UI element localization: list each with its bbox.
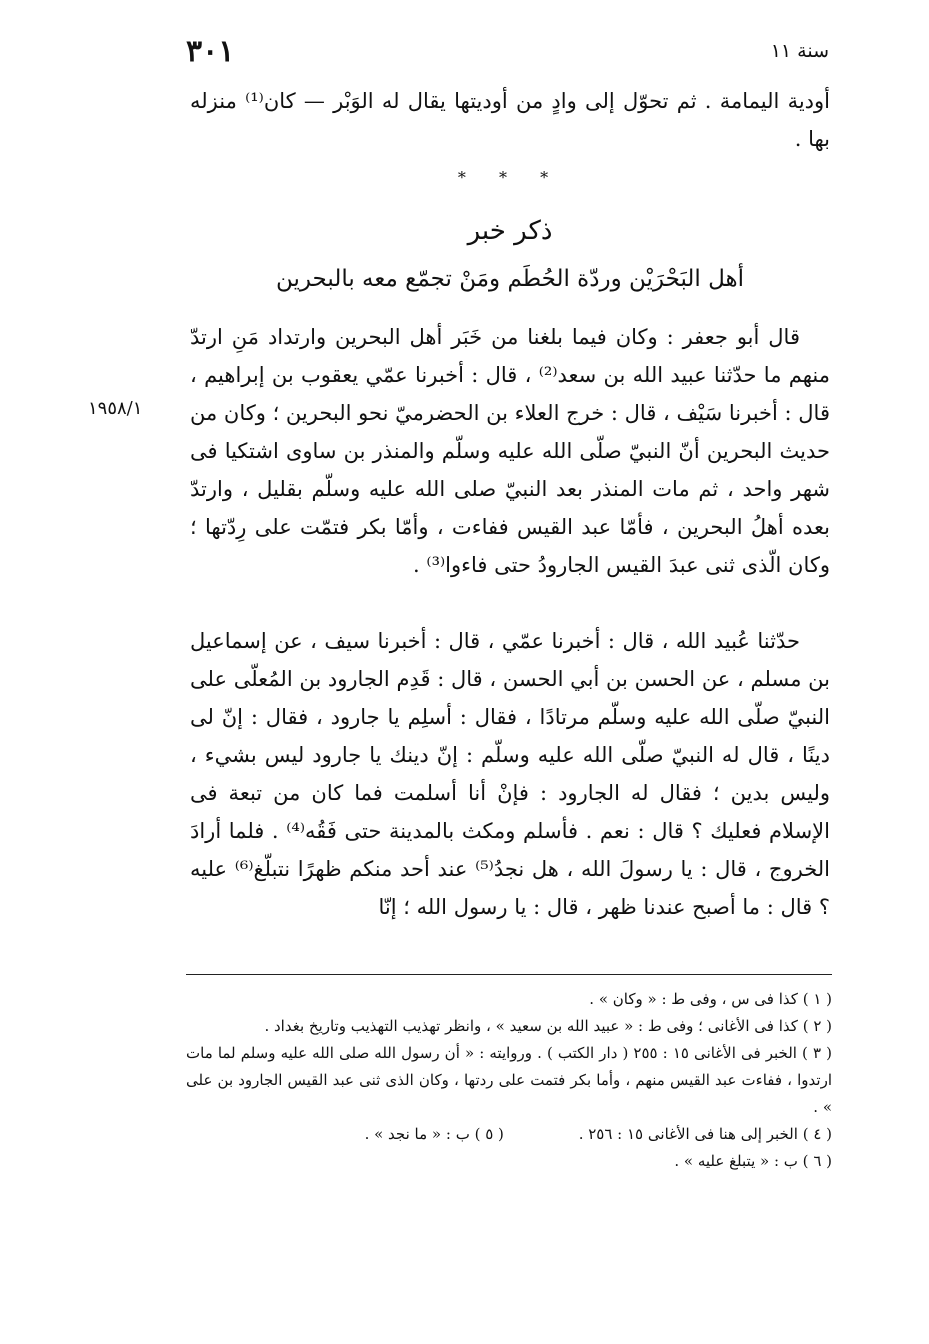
footnote-2: ( ٢ ) كذا فى الأغانى ؛ وفى ط : « عبيد الله بن سعيد » ، وانظر تهذيب التهذيب وتاريخ بغداد . [264,1017,832,1035]
page-number: ٣٠١ [186,34,235,69]
footnotes [186,986,832,1175]
section-separator: * * * [457,168,563,187]
section-subtitle: أهل البَحْرَيْن وردّة الحُطَم ومَنْ تجمّع معه بالبحرين [275,266,745,292]
running-header-year: سنة ١١ [770,40,829,62]
section-title: ذكر خبر [467,216,553,246]
footnote-divider [186,974,832,975]
margin-reference: ١٩٥٨/١ [88,398,143,419]
footnote-5: ( ٥ ) ب : « ما نجد » . [364,1125,504,1143]
footnote-4: ( ٤ ) الخبر إلى هنا فى الأغانى ١٥ : ٢٥٦ . [578,1125,832,1143]
footnote-6: ( ٦ ) ب : « يتبلغ عليه » . [674,1152,832,1170]
paragraph-2: حدّثنا عُبيد الله ، قال : أخبرنا عمّي ، قال : أخبرنا سيف ، عن إسماعيل بن مسلم ، عن الحسن بن أبي الحسن ، قال : قَدِم الجارود بن المُعلّى على النبيّ صلّى الله عليه وسلّم مرتادًا ، فقال : أسلِم يا جارود ، فقال : إنّ لى دينًا ، قال له النبيّ صلّى الله عليه وسلّم : إنّ دينك يا جارود ليس بشيء ، وليس بدين ؛ فقال له الجارود : فإنْ أنا أسلمت فما كان من تبعة فى الإسلام فعليك ؟ قال : نعم . فأسلم ومكث بالمدينة حتى فَقُه⁽⁴⁾ . فلما أرادَ الخروج ، قال : يا رسولَ الله ، هل نجدُ⁽⁵⁾ عند أحد منكم ظهرًا نتبلّغ⁽⁶⁾ عليه ؟ قال : ما أصبح عندنا ظهر ، قال : يا رسول الله ؛ إنّا [190,629,830,919]
paragraph-1: قال أبو جعفر : وكان فيما بلغنا من خَبَر أهل البحرين وارتداد مَنِ ارتدّ منهم ما حدّثنا عبيد الله بن سعد⁽²⁾ ، قال : أخبرنا عمّي يعقوب بن إبراهيم ، قال : أخبرنا سَيْف ، قال : خرج العلاء بن الحضرميّ نحو البحرين ؛ وكان من حديث البحرين أنّ النبيّ صلّى الله عليه وسلّم والمنذر بن ساوى اشتكيا فى شهر واحد ، ثم مات المنذر بعد النبيّ صلى الله عليه وسلّم بقليل ، وارتدّ بعده أهلُ البحرين ، فأمّا عبد القيس ففاءت ، وأمّا بكر فتمّت على رِدّتها ؛ وكان الّذى ثنى عبدَ القيس الجارودُ حتى فاءوا⁽³⁾ . [190,325,831,577]
footnote-row-4-5 [186,1121,832,1148]
intro-text: أودية اليمامة . ثم تحوّل إلى وادٍ من أوديتها يقال له الوَبْر — كان⁽¹⁾ منزله بها . [190,89,830,151]
footnote-1: ( ١ ) كذا فى س ، وفى ط : « وكان » . [589,990,832,1008]
footnote-3: ( ٣ ) الخبر فى الأغانى ١٥ : ٢٥٥ ( دار الكتب ) . وروايته : « أن رسول الله صلى الله عليه وسلم لما مات ارتدوا ، ففاءت عبد القيس منهم ، وأما بكر فتمت على ردتها ، وكان الذى ثنى عبد القيس الجارود بن على » . [186,1044,833,1116]
